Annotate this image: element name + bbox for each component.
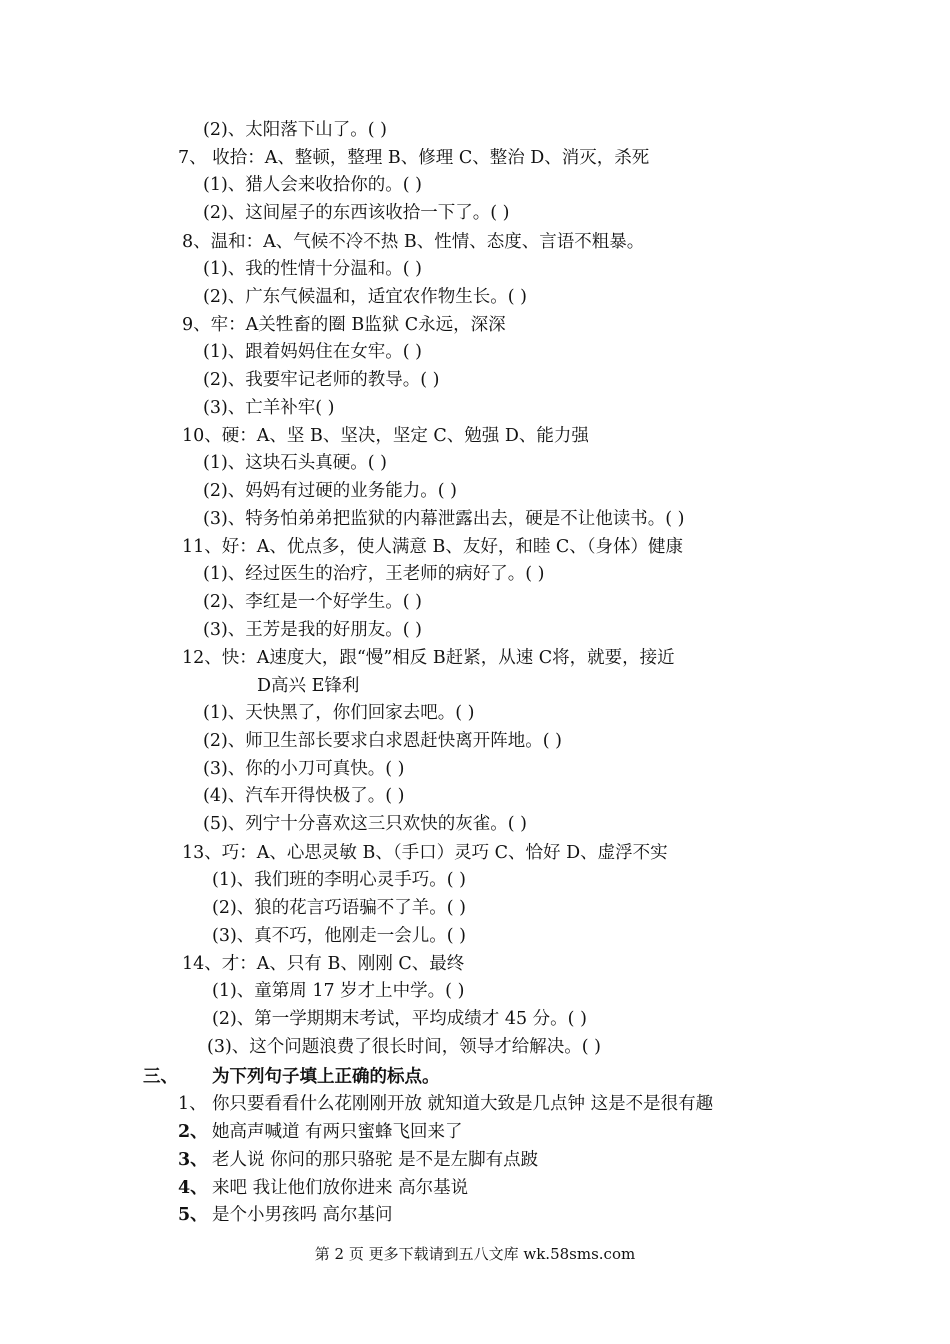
section-3-item-4-text: 来吧 我让他们放你进来 高尔基说 [212,1178,469,1198]
section-3-item-3-number: 3、 [178,1150,208,1170]
question-13-heading: 13、巧：A、心思灵敏 B、（手口）灵巧 C、恰好 D、虚浮不实 [182,843,668,863]
section-3-item-1-text: 你只要看看什么花刚刚开放 就知道大致是几点钟 这是不是很有趣 [212,1094,714,1114]
question-12-heading: 12、快：A速度大，跟“慢”相反 B赶紧，从速 C将，就要，接近 [182,648,675,668]
question-11-sub-1: (1)、经过医生的治疗，王老师的病好了。( ) [203,564,545,584]
question-9-sub-2: (2)、我要牢记老师的教导。( ) [203,370,440,390]
question-14-sub-2: (2)、第一学期期末考试，平均成绩才 45 分。( ) [212,1009,587,1029]
question-12-sub-2: (2)、师卫生部长要求白求恩赶快离开阵地。( ) [203,731,563,751]
question-7-sub-1: (1)、猎人会来收拾你的。( ) [203,175,423,195]
question-14-sub-3: (3)、这个问题浪费了很长时间，领导才给解决。( ) [207,1037,602,1057]
question-10-sub-1: (1)、这块石头真硬。( ) [203,453,388,473]
question-9-heading: 9、牢：A关牲畜的圈 B监狱 C永远，深深 [182,315,506,335]
question-14-sub-1: (1)、童第周 17 岁才上中学。( ) [212,981,465,1001]
question-10-sub-3: (3)、特务怕弟弟把监狱的内幕泄露出去，硬是不让他读书。( ) [203,509,685,529]
question-9-sub-1: (1)、跟着妈妈住在女牢。( ) [203,342,423,362]
question-7-sub-2: (2)、这间屋子的东西该收拾一下了。( ) [203,203,510,223]
question-13-sub-1: (1)、我们班的李明心灵手巧。( ) [212,870,467,890]
question-9-sub-3: (3)、亡羊补牢( ) [203,398,335,418]
question-12-heading-continued: D高兴 E锋利 [257,676,360,696]
question-8-heading: 8、温和：A、气候不冷不热 B、性情、态度、言语不粗暴。 [182,232,645,252]
section-3-title: 为下列句子填上正确的标点。 [212,1067,440,1087]
question-7-heading: 7、 收拾：A、整顿，整理 B、修理 C、整治 D、消灭，杀死 [178,148,650,168]
question-12-sub-3: (3)、你的小刀可真快。( ) [203,759,405,779]
question-6-sub-2: (2)、太阳落下山了。( ) [203,120,388,140]
section-3-item-2-number: 2、 [178,1122,208,1142]
section-3-item-1-number: 1、 [178,1094,207,1114]
question-10-sub-2: (2)、妈妈有过硬的业务能力。( ) [203,481,458,501]
question-13-sub-2: (2)、狼的花言巧语骗不了羊。( ) [212,898,467,918]
section-3-item-3-text: 老人说 你问的那只骆驼 是不是左脚有点跛 [212,1150,539,1170]
section-3-item-2-text: 她高声喊道 有两只蜜蜂飞回来了 [212,1122,463,1142]
section-3-item-5-text: 是个小男孩吗 高尔基问 [212,1205,393,1225]
section-3-item-5-number: 5、 [178,1205,208,1225]
question-8-sub-1: (1)、我的性情十分温和。( ) [203,259,423,279]
question-14-heading: 14、才：A、只有 B、刚刚 C、最终 [182,954,465,974]
question-8-sub-2: (2)、广东气候温和，适宜农作物生长。( ) [203,287,528,307]
question-10-heading: 10、硬：A、坚 B、坚决，坚定 C、勉强 D、能力强 [182,426,589,446]
question-11-heading: 11、好：A、优点多，使人满意 B、友好，和睦 C、（身体）健康 [182,537,684,557]
question-13-sub-3: (3)、真不巧，他刚走一会儿。( ) [212,926,467,946]
question-11-sub-2: (2)、李红是一个好学生。( ) [203,592,423,612]
section-3-item-4-number: 4、 [178,1178,208,1198]
question-11-sub-3: (3)、王芳是我的好朋友。( ) [203,620,423,640]
question-12-sub-1: (1)、天快黑了，你们回家去吧。( ) [203,703,475,723]
section-3-number: 三、 [143,1067,178,1087]
question-12-sub-5: (5)、列宁十分喜欢这三只欢快的灰雀。( ) [203,814,528,834]
question-12-sub-4: (4)、汽车开得快极了。( ) [203,786,405,806]
page-footer: 第 2 页 更多下载请到五八文库 wk.58sms.com [314,1245,636,1263]
